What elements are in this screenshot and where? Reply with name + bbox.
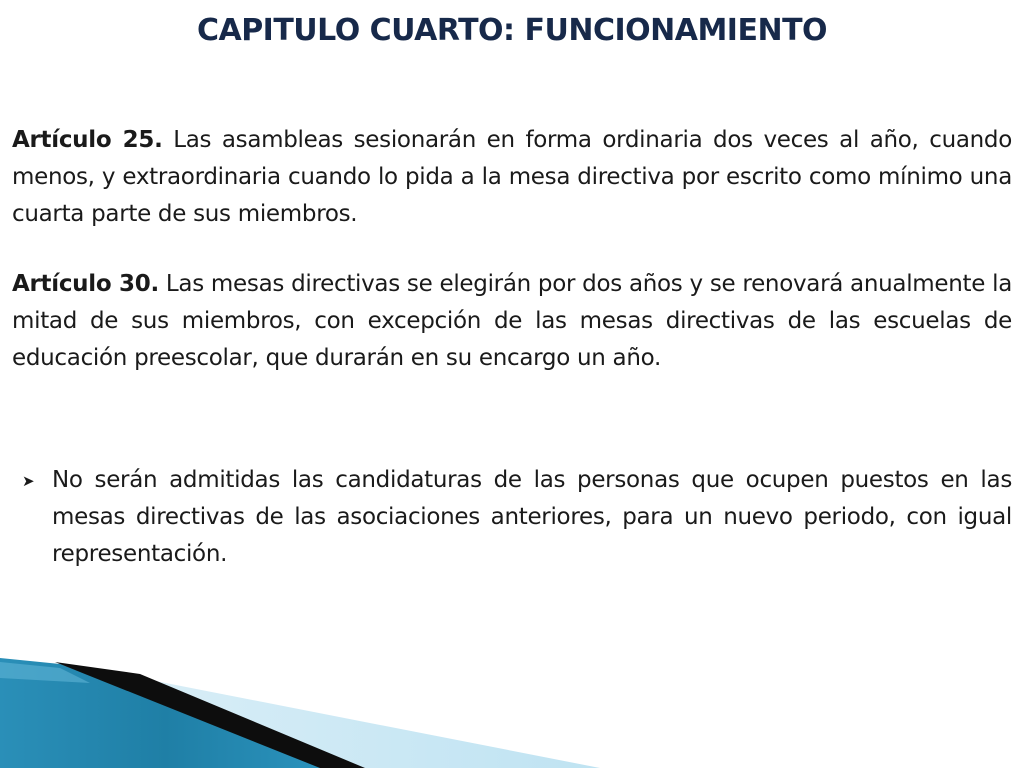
decorative-wave-graphic <box>0 638 1024 768</box>
article-25 <box>12 122 1012 233</box>
bullet-text: No serán admitidas las candidaturas de las personas que ocupen puestos en las mesas directivas de las asociaciones anteriores, para un nuevo periodo, con igual representación. <box>52 467 1012 567</box>
arrow-bullet-icon: ➤ <box>22 472 35 490</box>
article-text: Las mesas directivas se elegirán por dos años y se renovará anualmente la mitad de sus miembros, con excepción de las mesas directivas de las escuelas de educación preescolar, que durarán en su encargo un año. <box>12 271 1012 371</box>
article-label: Artículo 30. <box>12 271 159 297</box>
article-text: Las asambleas sesionarán en forma ordinaria dos veces al año, cuando menos, y extraordinaria cuando lo pida a la mesa directiva por escrito como mínimo una cuarta parte de sus miembros. <box>12 127 1012 227</box>
article-30 <box>12 266 1012 377</box>
bullet-item <box>22 462 1012 573</box>
article-label: Artículo 25. <box>12 127 163 153</box>
slide-title: CAPITULO CUARTO: FUNCIONAMIENTO <box>196 13 828 48</box>
